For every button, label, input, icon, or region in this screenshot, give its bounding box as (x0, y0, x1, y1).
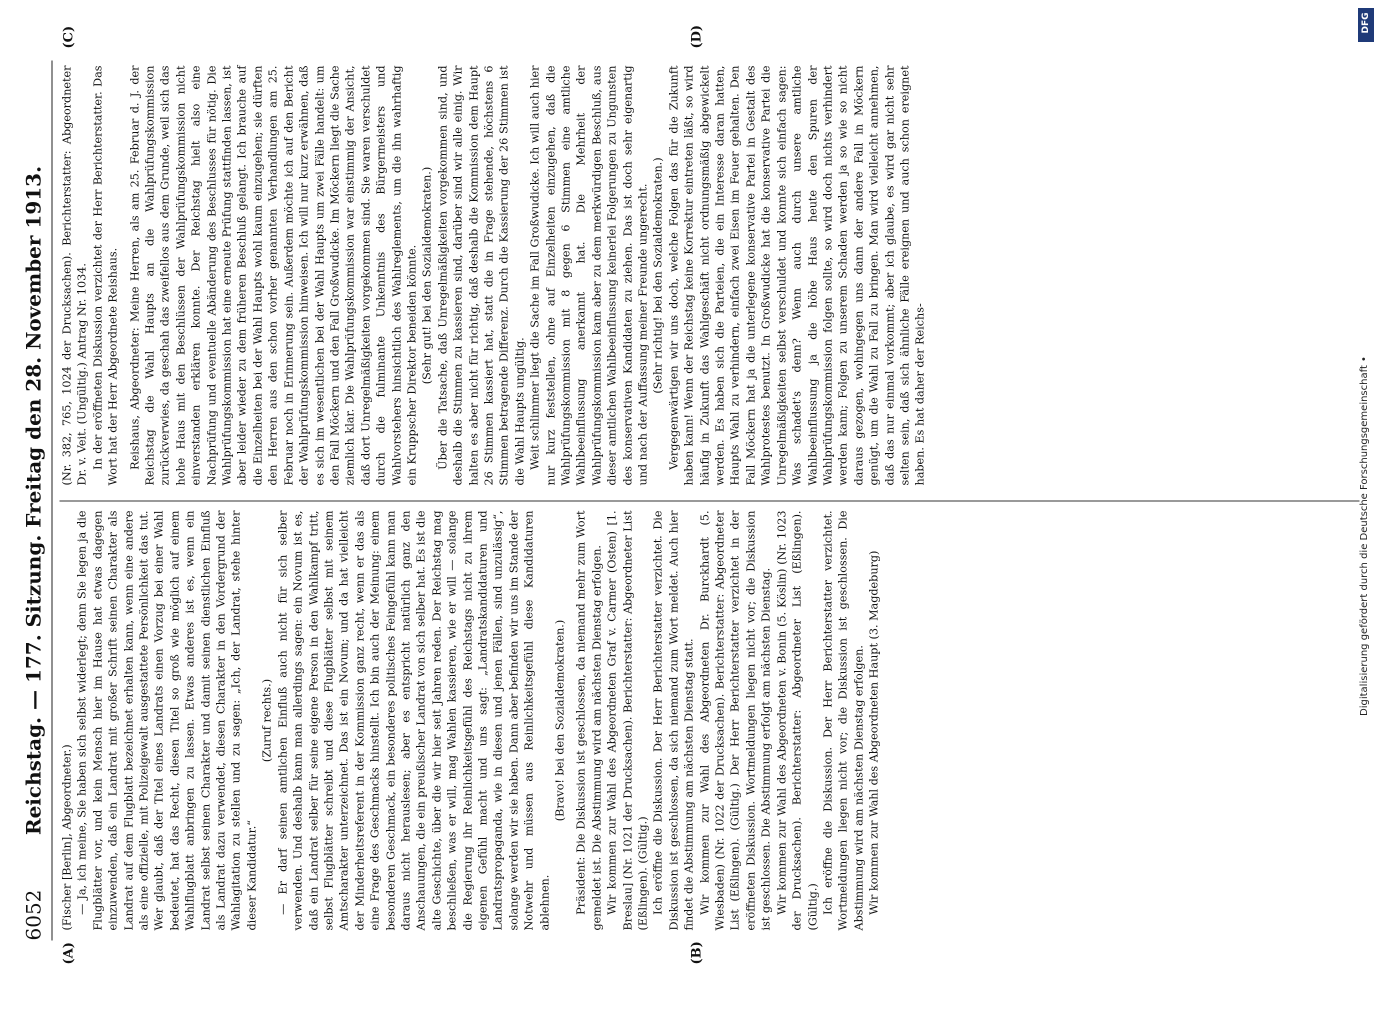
paragraph: Ich eröffne die Diskussion. Der Herr Berichterstatter verzichtet. Wortmeldungen liegen nicht vor; die Diskussion ist geschlossen. Die Abstimmung wird am nächsten Dienstag erfolgen. (821, 510, 866, 931)
paragraph: Über die Tatsache, daß Unregelmäßigkeiten vorgekommen sind, und deshalb die Stimmen zu kassieren sind, darüber sind wir alle einig. Wir halten es aber nicht für richtig, daß deshalb die Kommission dem Haupt 26 Stimmen kassiert hat, statt die in Frage stehende, höchstens 6 Stimmen betragende Differenz. Durch die Kassierung der 26 Stimmen ist die Wahl Haupts ungültig. (436, 65, 527, 486)
paragraph: Vergegenwärtigen wir uns doch, welche Folgen das für die Zukunft haben kann! Wenn der Reichstag keine Korrektur eintreten läßt, so wird häufig in Zukunft das Wahlgeschäft nicht ordnungsmäßig abgewickelt werden. Es haben sich die Parteien, die ein Interesse daran hatten, Haupts Wahl zu verhindern, einfach zwei Eisen im Feuer gehalten. Den Fall Möckern hat ja die unterlegene konservative Partei in Gestalt des Wahlprotestes benutzt. In Großwudicke hat die konservative Partei die Unregelmäßigkeiten selbst verschuldet und konnte sich einfach sagen: Was schadet's denn? Wenn auch durch unsere amtliche Wahlbeeinflussung ja die höhe Haus heute den Spuren der Wahlprüfungskommission folgen sollte, so wird doch nichts verhindert werden kann; Folgen zu unserem Schaden werden ja so wie so nicht daraus gezogen, wohingegen uns dann der andere Fall in Möckern genügt, um die Wahl zu Fall zu bringen. Man wird vielleicht annehmen, daß das nur einmal vorkommt; aber ich glaube, es wird gar nicht sehr selten sein, daß sich ähnliche Fälle ereignen und auch schon ereignet haben. Es hat daher der Reichs- (667, 65, 927, 486)
paragraph: Weit schlimmer liegt die Sache im Fall Großwudicke. Ich will auch hier nur kurz feststellen, ohne auf Einzelheiten einzugehen, daß die Wahlprüfungskommission mit 8 gegen 6 Stimmen eine amtliche Wahlbeeinflussung anerkannt hat. Die Mehrheit der Wahlprüfungskommission kam aber zu dem merkwürdigen Beschluß, aus dieser amtlichen Wahlbeeinflussung keinerlei Folgerungen zu Ungunsten des konservativen Kandidaten zu ziehen. Das ist doch sehr eigenartig und nach der Auffassung meiner Freunde ungerecht. (528, 65, 650, 486)
applause-note: (Sehr gut! bei den Sozialdemokraten.) (420, 166, 434, 385)
margin-mark-b: (B) (689, 941, 705, 965)
paragraph: Wir kommen zur Wahl des Abgeordneten v. Bonin (5. Köslin) (Nr. 1023 der Drucksachen). Berichterstatter: Abgeordneter List (Eßlingen). (Gültig.) (775, 510, 819, 931)
document-page (0, 1, 1383, 1001)
paragraph-president: Präsident: Die Diskussion ist geschlossen, da niemand mehr zum Wort gemeldet ist. Die Abstimmung wird am nächsten Dienstag erfolgen. (574, 510, 604, 931)
paragraph: — Er darf seinen amtlichen Einfluß auch nicht für sich selber verwenden. Und deshalb kann man allerdings sagen: ein Novum ist es, daß ein Landrat selber für seine eigene Person in den Wahlkampf tritt, selbst Flugblätter schreibt und diese Flugblätter selbst mit seinem Amtscharakter unterzeichnet. Das ist ein Novum; und da hat vielleicht der Minderheitsreferent in der Kommission ganz recht, wenn er das als eine Frage des Geschmacks hinstellt. Ich bin auch der Meinung: einem besonderen Geschmack, ein besonderes politisches Feingefühl kann man daraus nicht herauslesen; aber es entspricht natürlich ganz den Anschauungen, die ein preußischer Landrat von sich selber hat. Es ist die alte Geschichte, über die wir hier seit Jahren reden. Der Reichstag mag beschließen, was er will, mag Wahlen kassieren, wie er will — solange die Regierung ihr Reinlichkeitsgefühl des Reichstags nicht zu ihrem eigenen Gefühl macht und uns sagt: „Landratskandidaturen und Landratspropaganda, wie in diesen und jenen Fällen, sind unzulässig“, solange werden wir sie haben. Dann aber befinden wir uns im Stande der Notwehr und müssen aus Reinlichkeitsgefühl diese Kandidaturen ablehnen. (276, 510, 552, 931)
paragraph: Wir kommen zur Wahl des Abgeordneten Haupt (3. Magdeburg) (867, 550, 881, 915)
header-rule (52, 61, 53, 941)
paragraph: Wir kommen zur Wahl des Abgeordneten Graf v. Carmer (Osten) [1. Breslau] (Nr. 1021 der Drucksachen). Berichterstatter: Abgeordneter List (Eßlingen). (Gültig.) (605, 510, 650, 931)
paragraph-speech: Reishaus, Abgeordneter: Meine Herren, als am 25. Februar d. J. der Reichstag die Wahl Haupts an die Wahlprüfungskommission zurückverwies, da geschah das zweifellos aus dem Grunde, weil sich das hohe Haus mit den Beschlüssen der Wahlprüfungskommission nicht einverstanden erklären konnte. Der Reichstag hielt also eine Nachprüfung und eventuelle Abänderung des Beschlusses für nötig. Die Wahlprüfungskommission hat eine erneute Prüfung stattfinden lassen, ist aber leider wieder zu dem früheren Beschluß gelangt. Ich brauche auf die Einzelheiten bei der Wahl Haupts wohl kaum einzugehen; sie dürften den Herren aus den schon vorher genannten Verhandlungen am 25. Februar noch in Erinnerung sein. Außerdem möchte ich auf den Bericht der Wahlprüfungskommission hinweisen. Ich will nur kurz erwähnen, daß es sich im wesentlichen bei der Wahl Haupts um zwei Fälle handelt: um den Fall Möckern und den Fall Großwudicke. Im Möckern liegt die Sache ziemlich klar. Die Wahlprüfungskommission war einstimmig der Ansicht, daß dort Unregelmäßigkeiten vorgekommen sind. Sie waren verschuldet durch die fulminante Unkenntnis des Bürgermeisters und Wahlvorstehers hinsichtlich des Wahlreglements, um die ihn wahrhaftig ein Kruppscher Direktor beneiden könnte. (128, 65, 419, 486)
digitization-credit: Digitalisierung gefördert durch die Deutsche Forschungsgemeinschaft • (1359, 356, 1370, 716)
paragraph: In der eröffneten Diskussion verzichtet der Herr Berichterstatter. Das Wort hat der Herr Abgeordnete Reishaus. (91, 65, 120, 486)
column-divider (60, 501, 1360, 502)
digitization-sidebar (1357, 8, 1375, 992)
margin-mark-a: (A) (61, 942, 77, 965)
dfg-logo-text: DFG (1361, 12, 1371, 34)
page-header (20, 61, 50, 941)
speaker-continuation: (Fischer [Berlin], Abgeordneter.) (60, 744, 74, 931)
page-number: 6052 (21, 889, 46, 941)
dfg-logo (1358, 8, 1374, 42)
margin-mark-d: (D) (689, 24, 705, 49)
paragraph: (Nr. 382, 765, 1024 der Drucksachen). Berichterstatter: Abgeordneter Dr. v. Veit. (Ungültig.) Antrag Nr. 1034. (60, 65, 89, 486)
margin-mark-c: (C) (61, 25, 77, 49)
right-column (60, 66, 929, 486)
paragraph: Wir kommen zur Wahl des Abgeordneten Dr. Burckhardt (5. Wiesbaden) (Nr. 1022 der Drucksachen). Berichterstatter: Abgeordneter List (Eßlingen). (Gültig.) Der Herr Berichterstatter verzichtet in der eröffneten Diskussion. Wortmeldungen liegen nicht vor; die Diskussion ist geschlossen. Die Abstimmung erfolgt am nächsten Dienstag. (698, 510, 773, 931)
applause-note: (Bravo! bei den Sozialdemokraten.) (553, 619, 567, 822)
paragraph: — Ja, ich meine, Sie haben sich selbst widerlegt; denn Sie legen ja die Flugblätter vor, und kein Mensch hier im Hause hat etwas dagegen einzuwenden, daß ein Landrat mit großer Schrift seinen Charakter als Landrat auf dem Flugblatt bezeichnet erhalten kann, wenn eine andere als eine offizielle, mit Polizeigewalt ausgestattete Persönlichkeit das tut. Wer glaubt, daß der Titel eines Landrats einen Vorzug bei einer Wahl bedeutet, hat das Recht, diesen Titel so groß wie möglich auf einem Wahlflugblatt anbringen zu lassen. Etwas anderes ist es, wenn ein Landrat selbst seinen Charakter und damit seinen dienstlichen Einfluß als Landrat dazu verwendet, diesen Charakter in den Vordergrund der Wahlagitation zu stellen und zu sagen: „Ich, der Landrat, stehe hinter dieser Kandidatur.“ (75, 510, 259, 931)
running-title: Reichstag. — 177. Sitzung. Freitag den 28. November 1913. (21, 165, 46, 836)
applause-note: (Sehr richtig! bei den Sozialdemokraten.) (651, 157, 665, 394)
interjection: (Zuruf rechts.) (260, 678, 274, 763)
left-column (60, 511, 883, 931)
paragraph: Ich eröffne die Diskussion. Der Herr Berichterstatter verzichtet. Die Diskussion ist geschlossen, da sich niemand zum Wort meldet. Auch hier findet die Abstimmung am nächsten Dienstag statt. (651, 510, 696, 931)
